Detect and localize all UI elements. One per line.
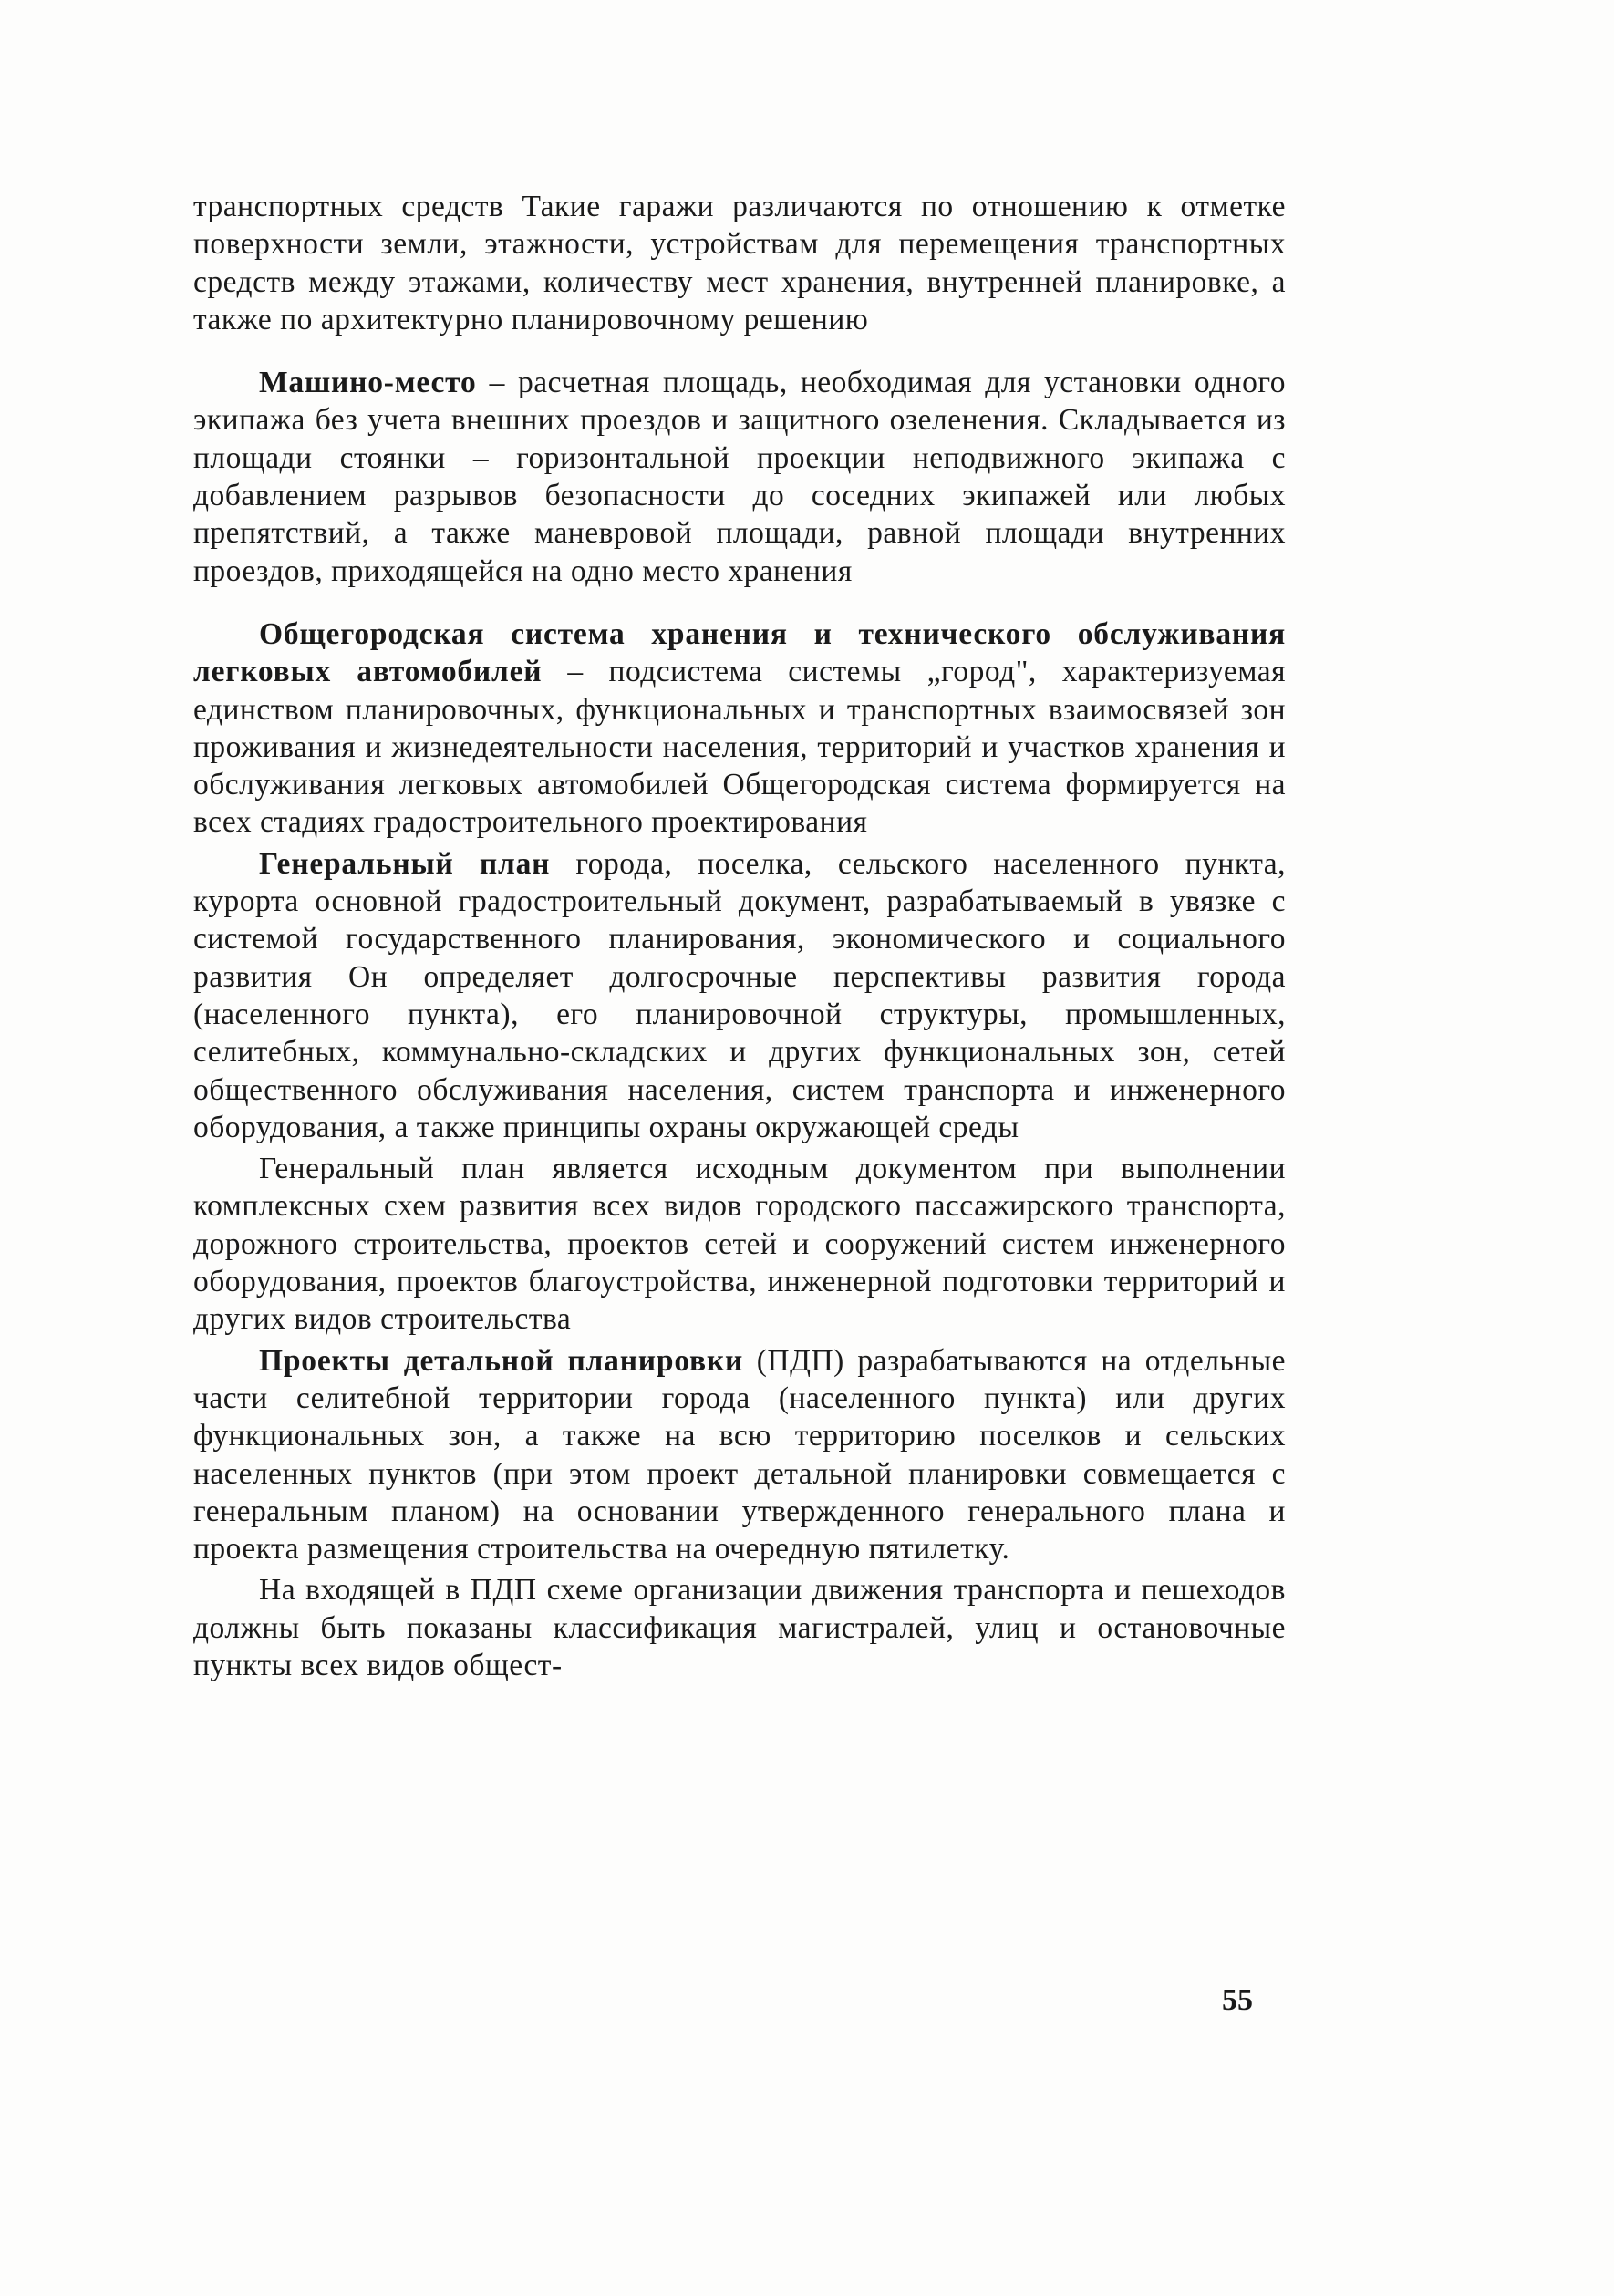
paragraph-text: (ПДП) разрабатываются на отдельные части селитебной территории города (населенного пункта) или других функциональных зон, а также на всю территорию поселков и сельских населенных пунктов (при этом проект детальной планировки совмещается с генеральным планом) на основании утвержденного генерального плана и проекта размещения строительства на очередную пятилетку.	[193, 1343, 1286, 1567]
paragraph-term: Проекты детальной планировки	[259, 1343, 744, 1378]
paragraph-general-plan-source	[193, 1150, 1286, 1338]
paragraph-term: Машино-место	[259, 366, 477, 400]
paragraph-traffic-scheme	[193, 1571, 1286, 1684]
paragraph-general-plan	[193, 845, 1286, 1146]
paragraph-term: Генеральный план	[259, 846, 551, 881]
paragraph-text: Генеральный план является исходным документом при выполнении комплексных схем развития всех видов городского пассажирского транспорта, дорожного строительства, проектов сетей и сооружений систем инженерного оборудования, проектов благоустройства, инженерной подготовки территорий и других видов строительства	[193, 1152, 1286, 1337]
paragraph-garages-continuation	[193, 188, 1286, 338]
paragraph-machine-place	[193, 364, 1286, 590]
paragraph-term: Общегородская система хранения и технического обслуживания легковых автомобилей	[193, 616, 1286, 689]
page-number: 55	[1222, 1983, 1253, 2017]
paragraph-text: – расчетная площадь, необходимая для установки одного экипажа без учета внешних проездов и защитного озеленения. Складывается из площади стоянки – горизонтальной проекции неподвижного экипажа с добавлением разрывов безопасности до соседних экипажей или любых препятствий, а также маневровой площади, равной площади внутренних проездов, приходящейся на одно место хранения	[193, 366, 1286, 588]
paragraph-text: – подсистема системы „город", характеризуемая единством планировочных, функциональных и транспортных взаимосвязей зон проживания и жизнедеятельности населения, территорий и участков хранения и обслуживания легковых автомобилей Общегородская система формируется на всех стадиях градостроительного проектирования	[193, 655, 1286, 840]
paragraph-text: На входящей в ПДП схеме организации движения транспорта и пешеходов должны быть показаны классификация магистралей, улиц и остановочные пункты всех видов общест-	[193, 1573, 1286, 1682]
paragraph-city-storage-system	[193, 615, 1286, 842]
paragraph-text: транспортных средств Такие гаражи различаются по отношению к отметке поверхности земли, этажности, устройствам для перемещения транспортных средств между этажами, количеству мест хранения, внутренней планировке, а также по архитектурно планировочному решению	[193, 190, 1286, 336]
paragraph-detailed-planning	[193, 1342, 1286, 1568]
paragraph-text: города, поселка, сельского населенного пункта, курорта основной градостроительный документ, разрабатываемый в увязке с системой государственного планирования, экономического и социального развития Он определяет долгосрочные перспективы развития города (населенного пункта), его планировочной структуры, промышленных, селитебных, коммунально-складских и других функциональных зон, сетей общественного обслуживания населения, систем транспорта и инженерного оборудования, а также принципы охраны окружающей среды	[193, 846, 1286, 1144]
body-text	[193, 188, 1286, 1684]
